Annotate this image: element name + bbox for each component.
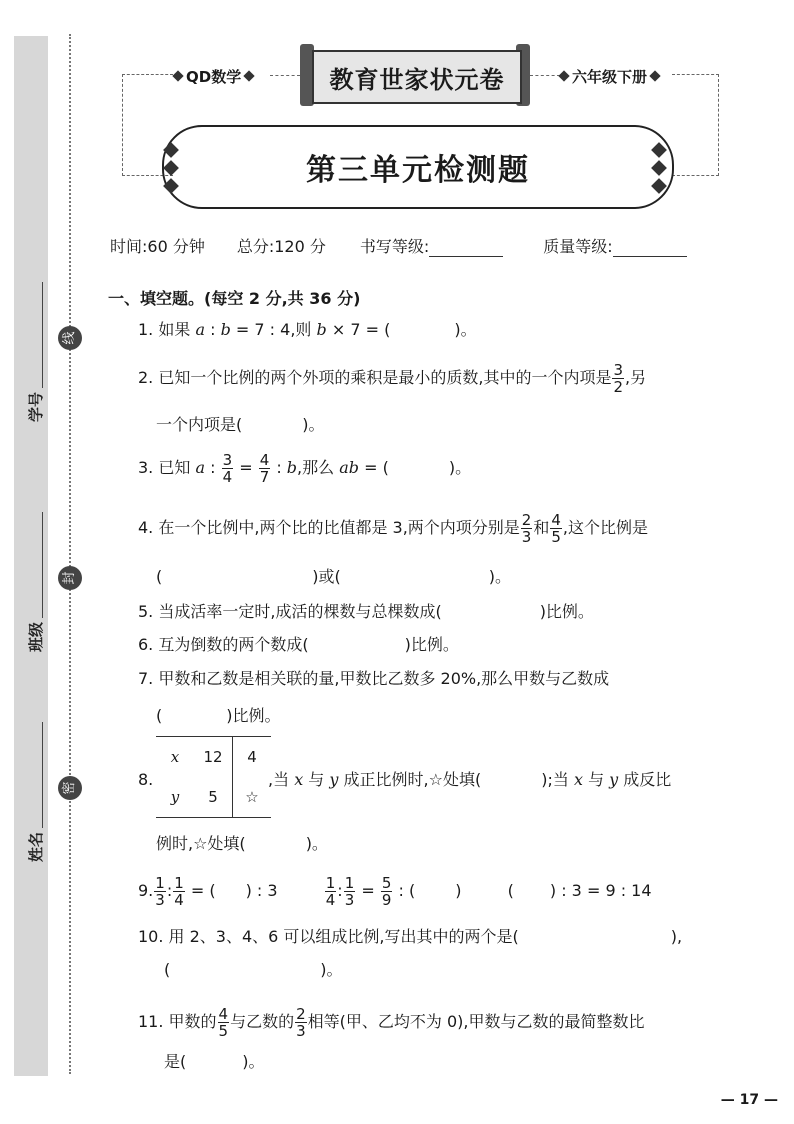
diamond-icon xyxy=(172,70,183,81)
question-8-number: 8. xyxy=(138,770,154,789)
series-title: 教育世家状元卷 xyxy=(312,50,522,104)
question-8-line2: 例时,☆处填( )。 xyxy=(156,834,328,853)
class-field[interactable] xyxy=(10,520,60,650)
question-6: 6. 互为倒数的两个数成( )比例。 xyxy=(138,635,459,654)
quality-grade-field[interactable] xyxy=(613,238,687,257)
diamond-icon xyxy=(648,158,670,172)
diamond-icon xyxy=(648,140,670,154)
diamond-icon xyxy=(649,70,660,81)
question-3: 3. 已知 a : $\frac{3}{4}$ = $\frac{4}{7}$ : b,那么 ab = ( )。 xyxy=(138,451,472,486)
subject-label: QD数学 xyxy=(186,67,242,86)
header-dash-mid-left xyxy=(270,75,300,76)
subject-tag xyxy=(174,64,253,88)
class-label: 班级 xyxy=(26,621,45,652)
exam-info-row xyxy=(110,234,730,257)
table-cell: ☆ xyxy=(233,777,272,818)
header-dash-mid-right xyxy=(530,75,560,76)
student-id-field[interactable] xyxy=(10,290,60,420)
question-11: 11. 甲数的 $\frac{4}{5}$ 与乙数的 $\frac{2}{3}$ 相等(甲、乙均不为 0),甲数与乙数的最简整数比 xyxy=(138,1005,645,1040)
question-10: 10. 用 2、3、4、6 可以组成比例,写出其中的两个是( ), xyxy=(138,927,683,946)
question-4: 4. 在一个比例中,两个比的比值都是 3,两个内项分别是 $\frac{2}{3}$ 和 $\frac{4}{5}$ ,这个比例是 xyxy=(138,511,648,546)
xy-table xyxy=(156,736,271,818)
page-title: 第三单元检测题 xyxy=(162,125,674,209)
name-field[interactable] xyxy=(10,730,60,860)
time-limit: 时间:60 分钟 xyxy=(110,237,205,256)
grade-label: 六年级下册 xyxy=(572,67,648,86)
diamond-icon xyxy=(160,176,182,190)
table-cell: 5 xyxy=(208,788,218,806)
name-label: 姓名 xyxy=(26,831,45,862)
question-7-line2: ( )比例。 xyxy=(156,706,281,725)
total-score: 总分:120 分 xyxy=(236,237,326,256)
table-cell: 12 xyxy=(203,748,223,766)
diamond-icon xyxy=(648,176,670,190)
seal-secret: 密 xyxy=(58,776,82,800)
header-dash-right xyxy=(672,74,719,176)
question-7: 7. 甲数和乙数是相关联的量,甲数比乙数多 20%,那么甲数与乙数成 xyxy=(138,669,610,688)
table-cell: y xyxy=(170,788,180,806)
question-2-line2: 一个内项是( )。 xyxy=(156,415,325,434)
seal-line: 线 xyxy=(58,326,82,350)
question-4-line2: ( )或( )。 xyxy=(156,567,511,586)
writing-grade-label: 书写等级: xyxy=(359,237,430,256)
question-1: 1. 如果 a : b = 7 : 4,则 b × 7 = ( )。 xyxy=(138,320,477,339)
cut-line xyxy=(69,34,71,1074)
question-8: ,当 x 与 y 成正比例时,☆处填( );当 x 与 y 成反比 xyxy=(268,770,672,789)
diamond-icon xyxy=(244,70,255,81)
section-title: 一、填空题。(每空 2 分,共 36 分) xyxy=(108,289,361,308)
page-number: — 17 — xyxy=(720,1092,778,1108)
student-id-label: 学号 xyxy=(26,391,45,422)
question-10-line2: ( )。 xyxy=(164,960,343,979)
quality-grade-label: 质量等级: xyxy=(543,237,613,256)
series-scroll xyxy=(300,44,530,106)
seal-seal: 封 xyxy=(58,566,82,590)
writing-grade-field[interactable] xyxy=(429,238,503,257)
diamond-icon xyxy=(160,140,182,154)
question-5: 5. 当成活率一定时,成活的棵数与总棵数成( )比例。 xyxy=(138,602,594,621)
table-cell: 4 xyxy=(233,737,272,778)
question-9: 9. $\frac{1}{3}$ : $\frac{1}{4}$ = ( ) : 3 $\frac{1}{4}$ : $\frac{1}{3}$ = $\frac{5}{9}$ : ( ) ( ) : 3 = 9 : 14 xyxy=(138,874,652,909)
question-11-line2: 是( )。 xyxy=(164,1052,265,1071)
table-cell: x xyxy=(170,748,180,766)
question-2: 2. 已知一个比例的两个外项的乘积是最小的质数,其中的一个内项是 $\frac{3}{2}$ ,另 xyxy=(138,361,647,396)
diamond-icon xyxy=(160,158,182,172)
grade-tag xyxy=(560,64,659,88)
diamond-icon xyxy=(558,70,569,81)
